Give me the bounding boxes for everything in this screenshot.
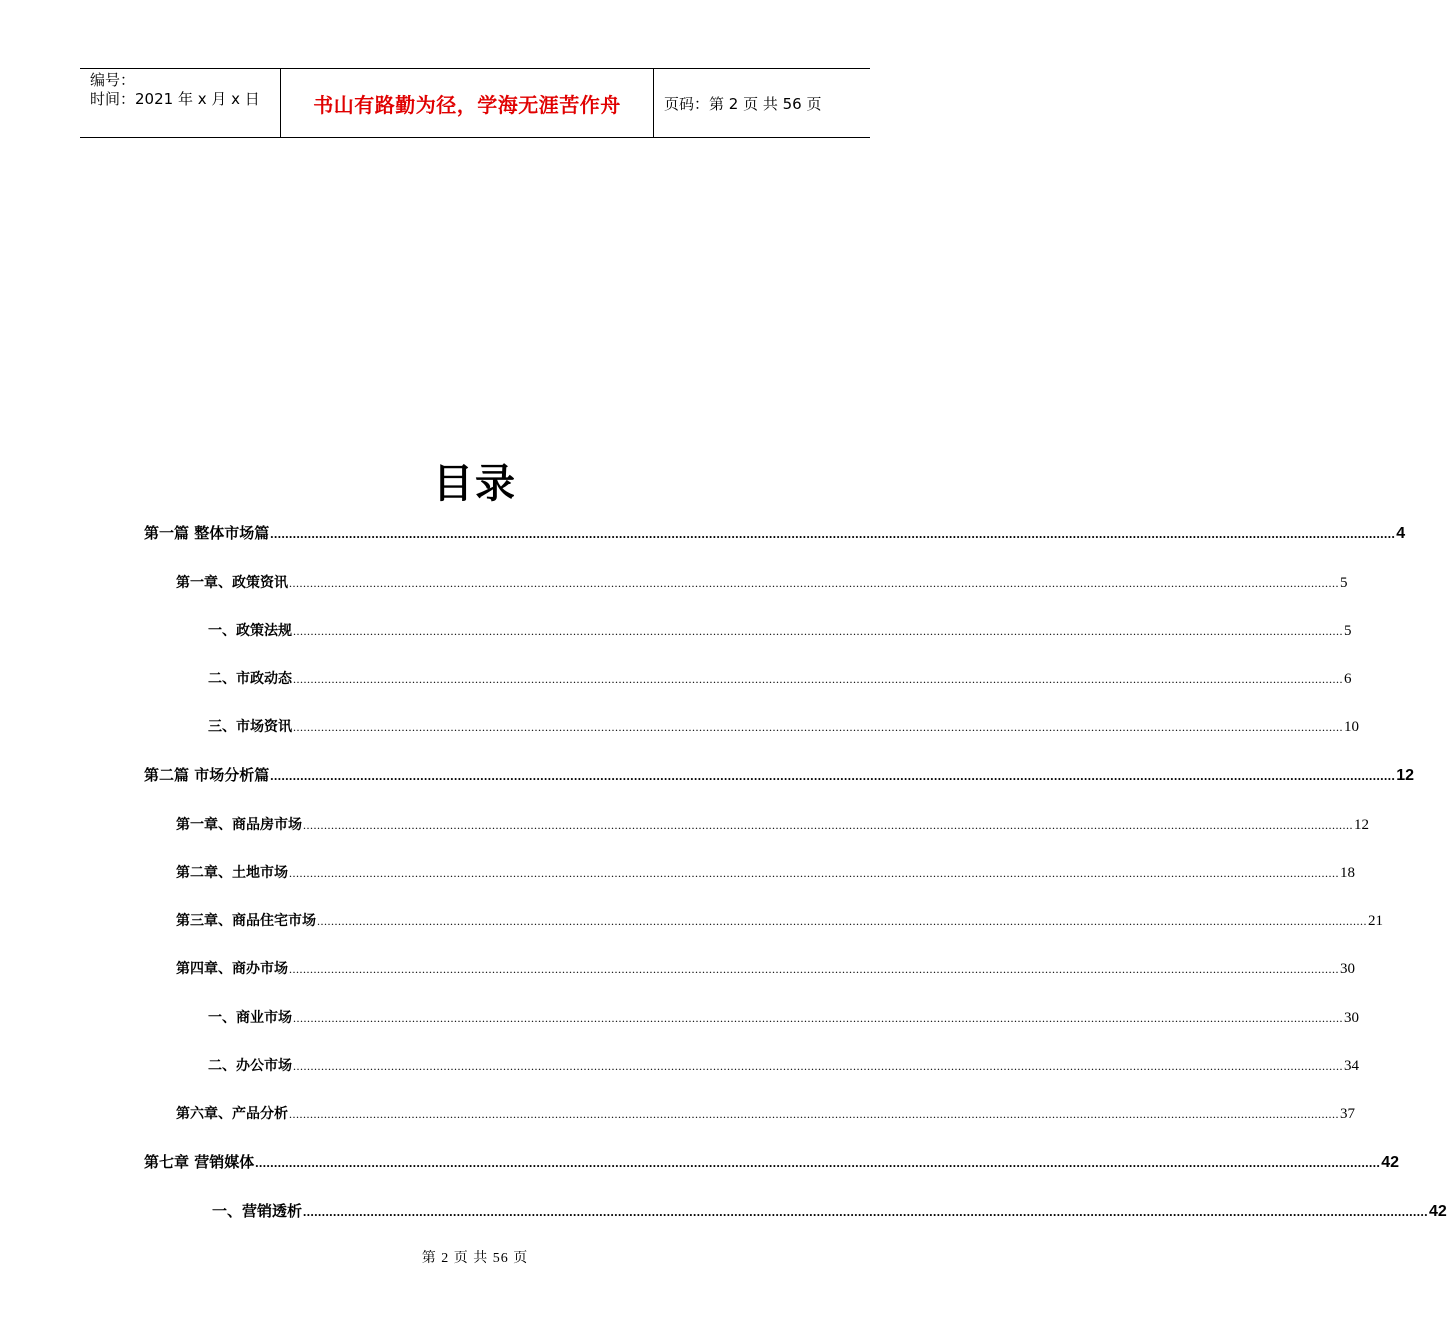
header-page-info: 页码：第 2 页 共 56 页 [664, 94, 822, 113]
toc-entry-label: 第一章、政策资讯 [176, 575, 288, 591]
toc-entry-page: 12 [1354, 817, 1369, 833]
toc-entry-label: 第二篇 市场分析篇 [144, 766, 270, 784]
page-footer: 第 2 页 共 56 页 [421, 1251, 529, 1266]
toc-entry-page: 42 [1429, 1203, 1447, 1220]
toc-dot-leader: ............................................................................................................................................................................................................................................................................................................ [270, 768, 1396, 783]
toc-entry-page: 6 [1344, 671, 1352, 687]
toc-entry-page: 10 [1344, 719, 1359, 735]
toc-entry-page: 34 [1344, 1058, 1359, 1074]
toc-entry-page: 30 [1340, 961, 1355, 977]
toc-entry[interactable] [176, 862, 1355, 882]
toc-entry-label: 第四章、商办市场 [176, 961, 288, 977]
toc-entry-label: 一、商业市场 [208, 1010, 292, 1026]
toc-entry-page: 5 [1340, 575, 1348, 591]
document-date: 时间：2021 年 x 月 x 日 [90, 90, 260, 108]
toc-entry[interactable] [144, 1151, 1400, 1172]
toc-dot-leader: ............................................................................................................................................................................................................................................................................................................ [270, 526, 1396, 541]
toc-dot-leader: ............................................................................................................................................................................................................................................................................................................ [293, 624, 1343, 638]
toc-entry-label: 第七章 营销媒体 [144, 1153, 255, 1171]
header-motto: 书山有路勤为径，学海无涯苦作舟 [313, 92, 621, 117]
document-number: 编号： [90, 71, 136, 89]
toc-entry-page: 21 [1368, 913, 1383, 929]
toc-entry[interactable] [144, 764, 1415, 785]
toc-dot-leader: ............................................................................................................................................................................................................................................................................................................ [289, 962, 1339, 976]
toc-dot-leader: ............................................................................................................................................................................................................................................................................................................ [303, 818, 1353, 832]
toc-dot-leader: ............................................................................................................................................................................................................................................................................................................ [317, 914, 1367, 928]
toc-entry[interactable] [208, 716, 1359, 736]
toc-entry[interactable] [176, 910, 1383, 930]
toc-entry[interactable] [144, 522, 1406, 543]
toc-entry-label: 一、营销透析 [212, 1202, 303, 1220]
toc-entry[interactable] [208, 1007, 1359, 1027]
toc-entry-label: 三、市场资讯 [208, 719, 292, 735]
toc-entry[interactable] [176, 958, 1355, 978]
toc-dot-leader: ............................................................................................................................................................................................................................................................................................................ [293, 720, 1343, 734]
toc-entry-label: 第一章、商品房市场 [176, 817, 302, 833]
toc-entry-page: 4 [1396, 525, 1406, 542]
toc-entry-label: 第六章、产品分析 [176, 1106, 288, 1122]
toc-entry-page: 30 [1344, 1010, 1359, 1026]
toc-entry[interactable] [208, 1055, 1359, 1075]
toc-dot-leader: ............................................................................................................................................................................................................................................................................................................ [293, 672, 1343, 686]
toc-dot-leader: ............................................................................................................................................................................................................................................................................................................ [303, 1204, 1429, 1219]
toc-dot-leader: ............................................................................................................................................................................................................................................................................................................ [255, 1155, 1381, 1170]
toc-entry-label: 二、市政动态 [208, 671, 292, 687]
toc-entry[interactable] [212, 1200, 1447, 1221]
toc-entry-label: 第二章、土地市场 [176, 865, 288, 881]
toc-entry[interactable] [208, 668, 1352, 688]
toc-entry-page: 37 [1340, 1106, 1355, 1122]
toc-entry[interactable] [176, 814, 1369, 834]
toc-entry[interactable] [176, 1103, 1355, 1123]
toc-title: 目录 [433, 461, 517, 507]
toc-entry-label: 二、办公市场 [208, 1058, 292, 1074]
toc-entry-label: 第三章、商品住宅市场 [176, 913, 316, 929]
toc-entry-page: 12 [1396, 767, 1415, 784]
toc-entry[interactable] [176, 572, 1348, 592]
toc-dot-leader: ............................................................................................................................................................................................................................................................................................................ [293, 1059, 1343, 1073]
toc-entry-label: 一、政策法规 [208, 623, 292, 639]
toc-dot-leader: ............................................................................................................................................................................................................................................................................................................ [289, 1107, 1339, 1121]
toc-entry-label: 第一篇 整体市场篇 [144, 524, 270, 542]
toc-entry-page: 5 [1344, 623, 1352, 639]
toc-dot-leader: ............................................................................................................................................................................................................................................................................................................ [289, 576, 1339, 590]
toc-entry-page: 18 [1340, 865, 1355, 881]
toc-dot-leader: ............................................................................................................................................................................................................................................................................................................ [289, 866, 1339, 880]
toc-entry-page: 42 [1381, 1154, 1400, 1171]
toc-entry[interactable] [208, 620, 1352, 640]
toc-dot-leader: ............................................................................................................................................................................................................................................................................................................ [293, 1011, 1343, 1025]
